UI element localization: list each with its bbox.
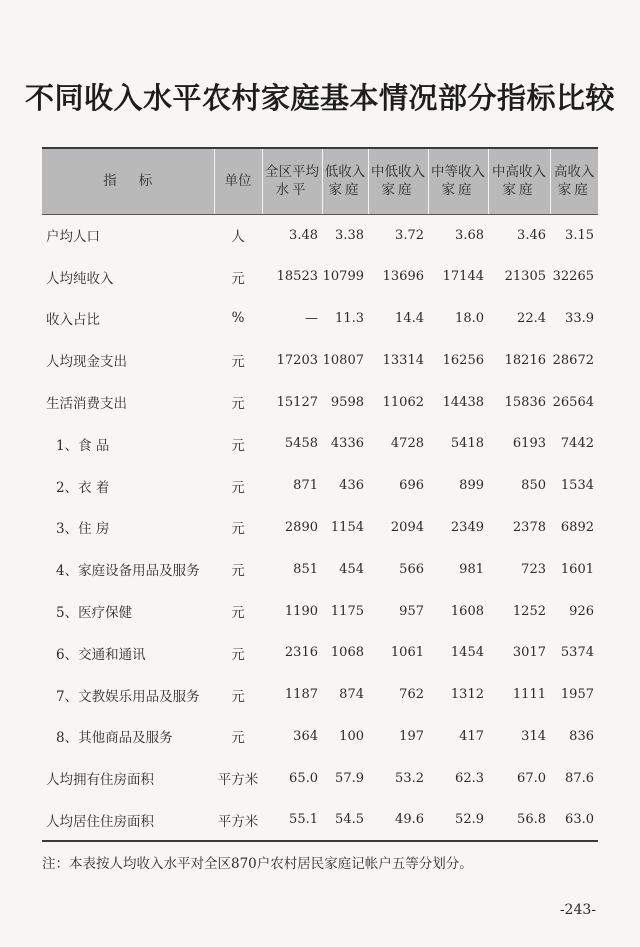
row-value: 13696: [382, 269, 424, 285]
table-row: [42, 799, 598, 841]
table-row: [42, 507, 598, 549]
row-value: 4336: [330, 436, 364, 452]
row-value: 874: [339, 687, 364, 703]
row-value: 5458: [284, 436, 318, 452]
row-value: 22.4: [517, 310, 546, 326]
header-column: [428, 148, 488, 214]
row-value: 87.6: [565, 770, 594, 786]
row-indicator-name: 5、医疗保健: [56, 605, 133, 622]
row-indicator-name: 收入占比: [46, 312, 100, 329]
row-value: 17203: [276, 352, 318, 368]
row-value: 2349: [450, 519, 484, 535]
row-value: 6892: [560, 519, 594, 535]
row-value: 364: [293, 728, 318, 744]
row-unit: 元: [231, 437, 245, 454]
row-value: 33.9: [565, 310, 594, 326]
row-value: 67.0: [517, 770, 546, 786]
row-value: 21305: [504, 269, 546, 285]
row-unit: %: [231, 310, 245, 327]
row-unit: 平方米: [217, 772, 259, 789]
row-value: 1061: [390, 645, 424, 661]
row-value: 871: [293, 478, 318, 494]
row-value: 54.5: [322, 799, 368, 841]
row-value: 436: [339, 478, 364, 494]
indicator-table: [42, 147, 598, 842]
table-row: [42, 590, 598, 632]
row-indicator-name: 生活消费支出: [46, 396, 127, 413]
row-value: 26564: [552, 394, 594, 410]
row-indicator-name: 人均居住住房面积: [42, 799, 214, 841]
row-value: 56.8: [488, 799, 550, 841]
row-value: 6193: [512, 436, 546, 452]
row-value: 18523: [276, 269, 318, 285]
header-column-line1: 中低收入: [371, 164, 425, 181]
row-value: 2316: [284, 645, 318, 661]
header-column-line1: 中等收入: [431, 164, 485, 181]
header-unit: 单位: [214, 148, 262, 214]
row-value: 5374: [560, 645, 594, 661]
row-value: —: [305, 310, 318, 326]
page-number: -243-: [559, 902, 596, 918]
footnote: 注：本表按人均收入水平对全区870户农村居民家庭记帐户五等分划分。: [42, 856, 473, 872]
row-value: 851: [293, 561, 318, 577]
row-value: 566: [399, 561, 424, 577]
header-indicator: 指标: [42, 148, 214, 214]
table-row: [42, 298, 598, 340]
header-column: [488, 148, 550, 214]
row-value: 53.2: [395, 770, 424, 786]
header-column: [550, 148, 598, 214]
header-column: [368, 148, 428, 214]
row-indicator-name: 人均纯收入: [46, 270, 114, 287]
row-indicator-name: 3、住 房: [56, 521, 110, 538]
row-value: 49.6: [368, 799, 428, 841]
table-row: [42, 423, 598, 465]
header-column-line2: 家庭: [441, 182, 475, 199]
row-value: 10807: [322, 352, 364, 368]
header-column-line1: 中高收入: [492, 164, 546, 181]
row-value: 11.3: [335, 310, 364, 326]
row-value: 18.0: [455, 310, 484, 326]
row-value: 417: [459, 728, 484, 744]
row-value: 1454: [450, 645, 484, 661]
row-value: 762: [399, 687, 424, 703]
row-unit: 元: [231, 646, 245, 663]
row-value: 1068: [330, 645, 364, 661]
row-value: 13314: [382, 352, 424, 368]
table-row: [42, 465, 598, 507]
page-title: 不同收入水平农村家庭基本情况部分指标比较: [24, 81, 615, 115]
row-value: 14438: [442, 394, 484, 410]
header-column-line2: 家庭: [502, 182, 536, 199]
row-value: 57.9: [335, 770, 364, 786]
table-row: [42, 632, 598, 674]
table-body: [42, 214, 598, 841]
row-value: 1252: [512, 603, 546, 619]
row-value: 16256: [442, 352, 484, 368]
row-value: 1601: [560, 561, 594, 577]
row-value: 2094: [390, 519, 424, 535]
row-indicator-name: 7、文教娱乐用品及服务: [56, 688, 200, 705]
row-value: 32265: [552, 269, 594, 285]
row-value: 1957: [560, 687, 594, 703]
row-value: 4728: [390, 436, 424, 452]
row-value: 65.0: [289, 770, 318, 786]
row-value: 15836: [504, 394, 546, 410]
table-row: [42, 674, 598, 716]
row-unit: 平方米: [214, 799, 262, 841]
row-value: 1154: [330, 519, 364, 535]
row-value: 28672: [552, 352, 594, 368]
row-value: 723: [521, 561, 546, 577]
row-value: 1312: [450, 687, 484, 703]
header-column-line2: 家庭: [557, 182, 591, 199]
row-value: 836: [569, 728, 594, 744]
row-unit: 元: [231, 730, 245, 747]
header-column-line2: 家庭: [381, 182, 415, 199]
row-value: 9598: [330, 394, 364, 410]
row-unit: 元: [231, 563, 245, 580]
table-row: [42, 757, 598, 799]
table-row: [42, 256, 598, 298]
row-value: 55.1: [262, 799, 322, 841]
row-value: 850: [521, 478, 546, 494]
table-row: [42, 339, 598, 381]
row-value: 62.3: [455, 770, 484, 786]
row-value: 10799: [322, 269, 364, 285]
row-value: 981: [459, 561, 484, 577]
row-value: 3.15: [565, 227, 594, 243]
row-value: 454: [339, 561, 364, 577]
row-indicator-name: 8、其他商品及服务: [56, 730, 173, 747]
header-column: [262, 148, 322, 214]
row-indicator-name: 户均人口: [46, 229, 100, 246]
row-unit: 元: [231, 605, 245, 622]
table-row: [42, 548, 598, 590]
row-unit: 元: [231, 354, 245, 371]
row-value: 899: [459, 478, 484, 494]
row-value: 1111: [512, 687, 546, 703]
row-value: 3.38: [335, 227, 364, 243]
row-value: 1175: [330, 603, 364, 619]
header-column-line1: 全区平均: [265, 164, 319, 181]
row-value: 7442: [560, 436, 594, 452]
row-value: 1534: [560, 478, 594, 494]
row-value: 2378: [512, 519, 546, 535]
row-value: 3.46: [517, 227, 546, 243]
row-value: 5418: [450, 436, 484, 452]
row-value: 3017: [512, 645, 546, 661]
row-value: 63.0: [550, 799, 598, 841]
row-value: 15127: [276, 394, 318, 410]
header-row: [42, 148, 598, 214]
row-value: 2890: [284, 519, 318, 535]
row-value: 3.68: [455, 227, 484, 243]
header-column-line2: 水平: [275, 182, 309, 199]
row-unit: 元: [231, 521, 245, 538]
row-unit: 元: [231, 479, 245, 496]
header-column: [322, 148, 368, 214]
row-value: 11062: [382, 394, 424, 410]
row-unit: 人: [231, 229, 245, 246]
row-value: 100: [339, 728, 364, 744]
row-value: 1608: [450, 603, 484, 619]
row-value: 926: [569, 603, 594, 619]
table-row: [42, 381, 598, 423]
row-indicator-name: 6、交通和通讯: [56, 646, 146, 663]
row-value: 17144: [442, 269, 484, 285]
row-unit: 元: [231, 270, 245, 287]
header-column-line1: 高收入: [554, 164, 595, 181]
row-value: 3.72: [395, 227, 424, 243]
row-value: 3.48: [289, 227, 318, 243]
row-value: 696: [399, 478, 424, 494]
row-value: 1190: [284, 603, 318, 619]
row-indicator-name: 4、家庭设备用品及服务: [56, 563, 200, 580]
row-value: 197: [399, 728, 424, 744]
table-header: [42, 148, 598, 214]
table-row: [42, 214, 598, 256]
row-value: 314: [521, 728, 546, 744]
row-unit: 元: [231, 688, 245, 705]
row-value: 957: [399, 603, 424, 619]
row-value: 52.9: [428, 799, 488, 841]
row-indicator-name: 1、食 品: [56, 437, 110, 454]
row-indicator-name: 2、衣 着: [56, 479, 110, 496]
row-unit: 元: [231, 396, 245, 413]
row-value: 18216: [504, 352, 546, 368]
table-row: [42, 716, 598, 758]
row-value: 14.4: [395, 310, 424, 326]
indicator-table-wrap: [42, 147, 598, 842]
header-column-line2: 家庭: [328, 182, 362, 199]
row-value: 1187: [284, 687, 318, 703]
row-indicator-name: 人均拥有住房面积: [46, 772, 154, 789]
row-indicator-name: 人均现金支出: [46, 354, 127, 371]
header-column-line1: 低收入: [324, 164, 366, 181]
